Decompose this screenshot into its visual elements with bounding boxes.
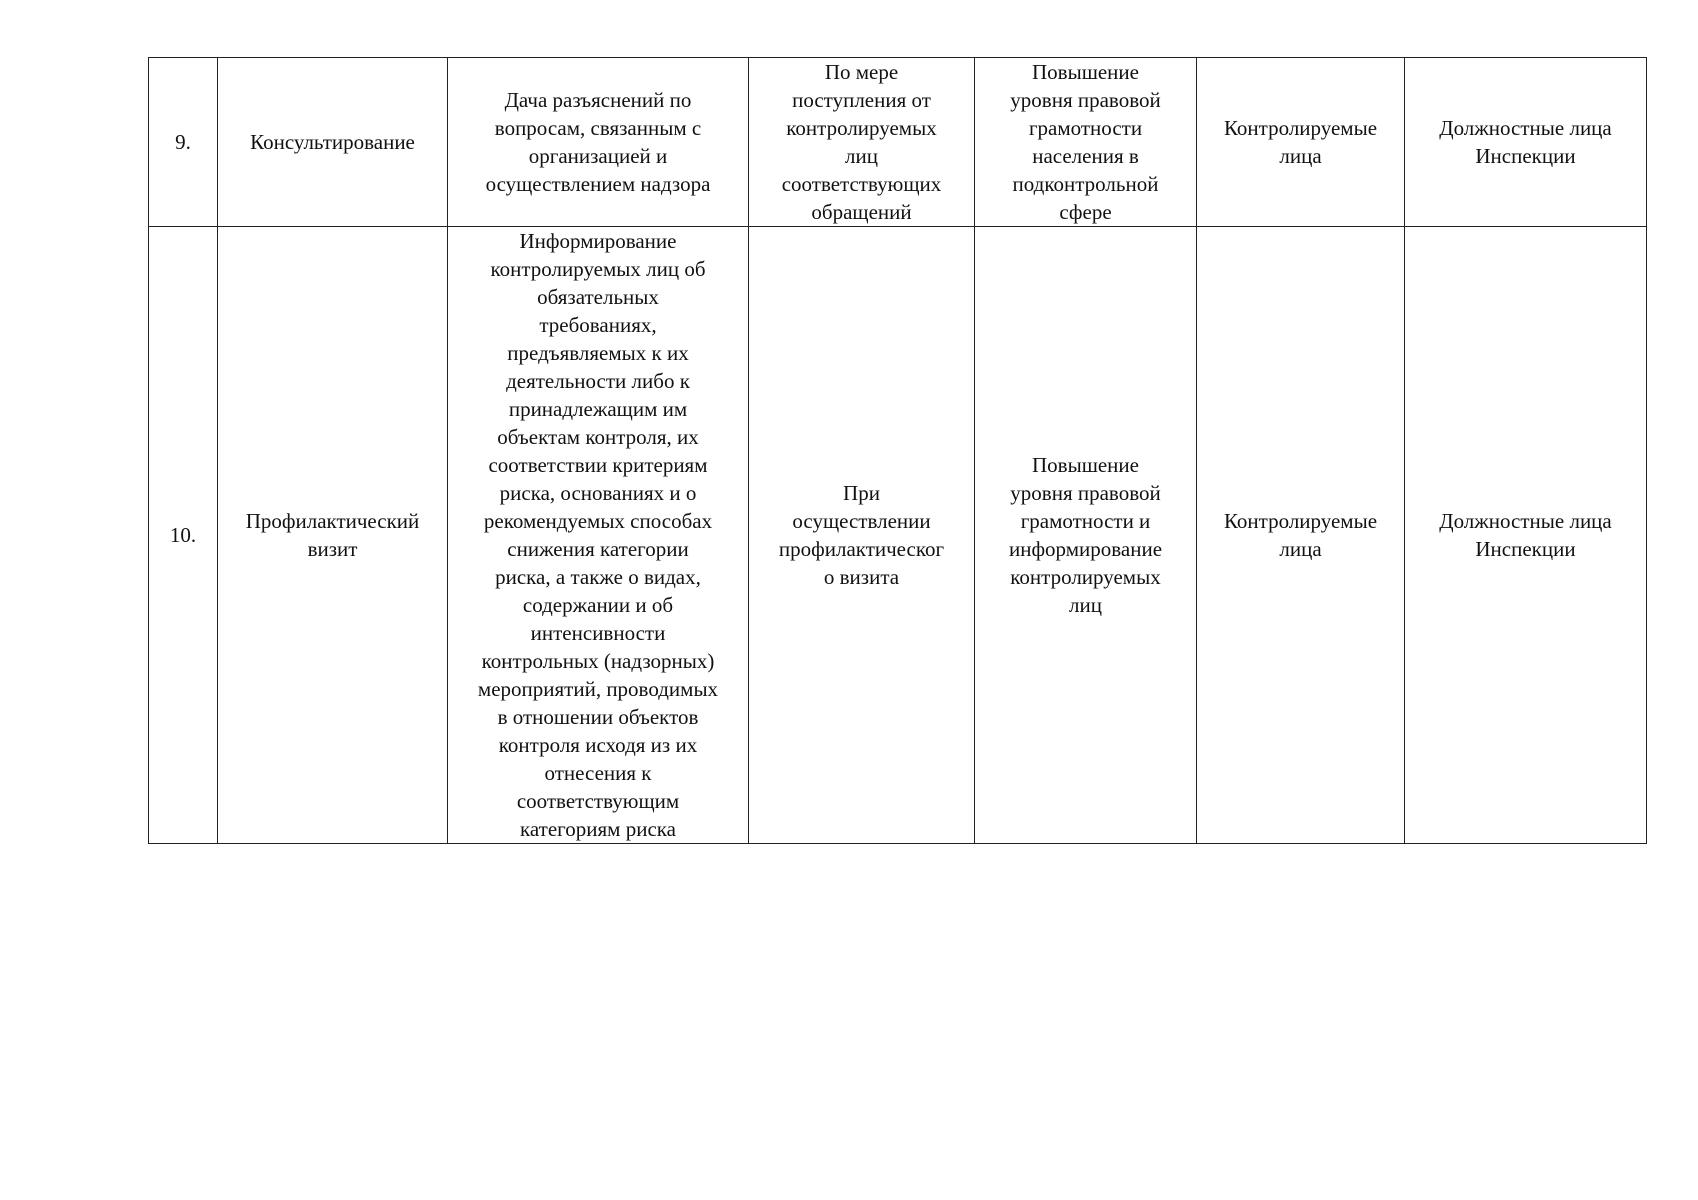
term-cell: При осуществлении профилактическог о визита — [749, 227, 975, 844]
subject-cell: Контролируемые лица — [1197, 58, 1405, 227]
measure-name-cell: Консультирование — [218, 58, 448, 227]
measure-description-cell: Информирование контролируемых лиц об обязательных требованиях, предъявляемых к их деятельности либо к принадлежащим им объектам контроля, их соответствии критериям риска, основаниях и о рекомендуемых способах снижения категории риска, а также о видах, содержании и об интенсивности контрольных (надзорных) мероприятий, проводимых в отношении объектов контроля исходя из их отнесения к соответствующим категориям риска — [448, 227, 749, 844]
row-number-cell: 10. — [149, 227, 218, 844]
measure-name-cell: Профилактический визит — [218, 227, 448, 844]
table-row — [149, 58, 1647, 227]
responsible-cell: Должностные лица Инспекции — [1405, 227, 1647, 844]
responsible-cell: Должностные лица Инспекции — [1405, 58, 1647, 227]
subject-cell: Контролируемые лица — [1197, 227, 1405, 844]
term-cell: По мере поступления от контролируемых лиц соответствующих обращений — [749, 58, 975, 227]
expected-result-cell: Повышение уровня правовой грамотности и информирование контролируемых лиц — [975, 227, 1197, 844]
row-number-cell: 9. — [149, 58, 218, 227]
prevention-measures-table — [148, 57, 1647, 844]
measure-description-cell: Дача разъяснений по вопросам, связанным с организацией и осуществлением надзора — [448, 58, 749, 227]
table-row — [149, 227, 1647, 844]
expected-result-cell: Повышение уровня правовой грамотности населения в подконтрольной сфере — [975, 58, 1197, 227]
